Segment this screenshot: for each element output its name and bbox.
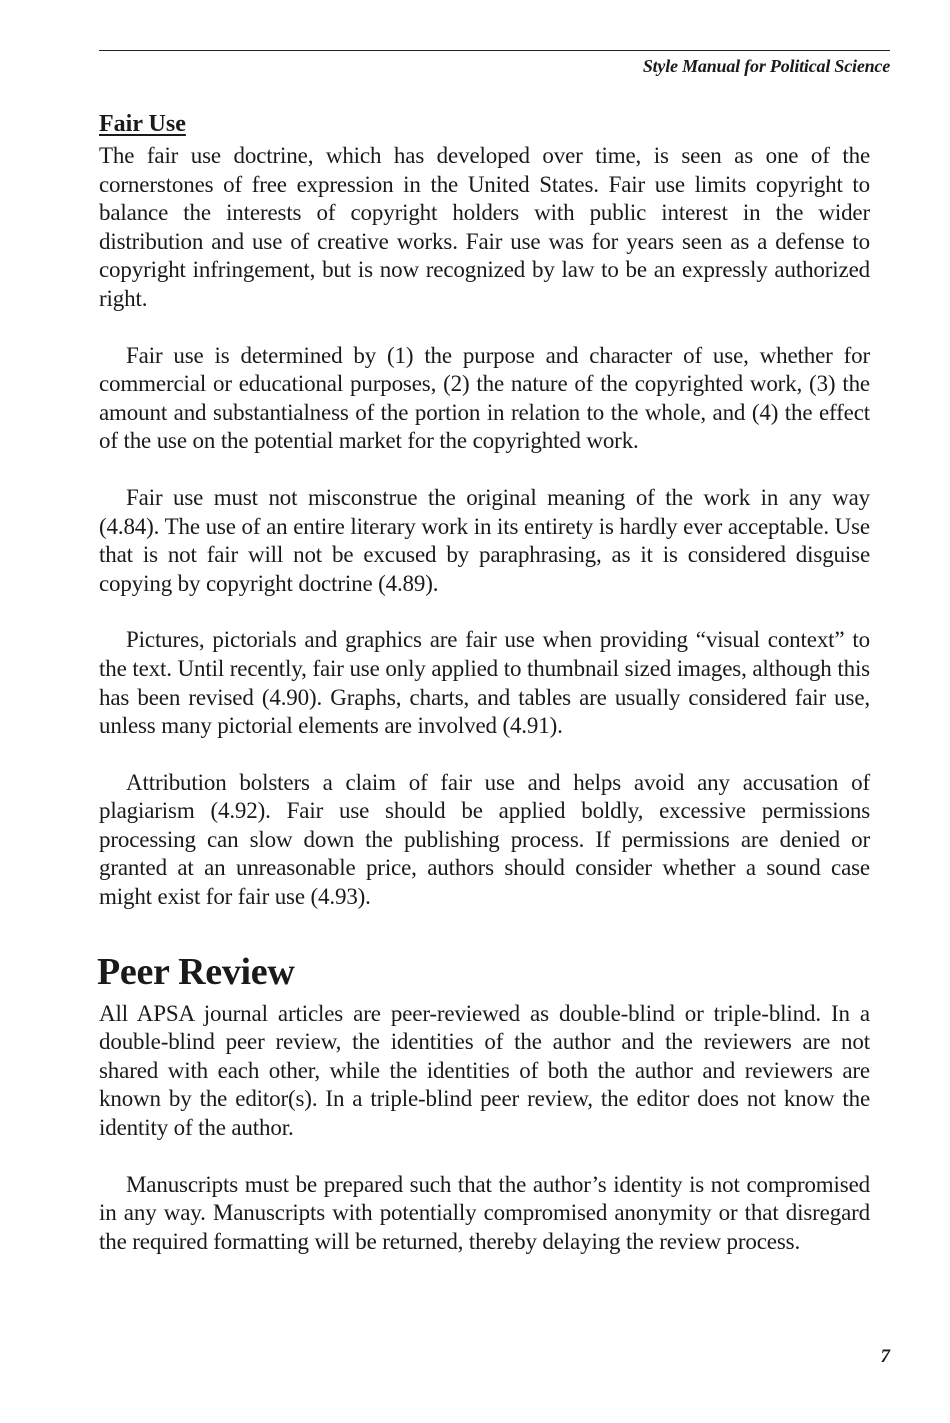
fair-use-paragraph-1: The fair use doctrine, which has developed over time, is seen as one of the cornerstones of free expression in the United States. Fair use limits copyright to balance the interests of copyright holders with public interest in the wider distribution and use of creative works. Fair use was for years seen as a defense to copyright infringement, but is now recognized by law to be an expressly authorized right. [99, 143, 870, 311]
peer-review-paragraph-2: Manuscripts must be prepared such that the author’s identity is not compromised in any way. Manuscripts with potentially compromised anonymity or that disregard the required formatting will be returned, thereby delaying the review process. [99, 1171, 870, 1254]
peer-review-heading: Peer Review [97, 950, 295, 993]
peer-review-paragraph-1: All APSA journal articles are peer-reviewed as double-blind or triple-blind. In a double-blind peer review, the identities of the author and the reviewers are not shared with each other, while the identities of both the author and reviewers are known by the editor(s). In a triple-blind peer review, the editor does not know the identity of the author. [99, 1000, 870, 1141]
fair-use-paragraph-3: Fair use must not misconstrue the original meaning of the work in any way (4.84). The use of an entire literary work in its entirety is hardly ever acceptable. Use that is not fair will not be excused by paraphrasing, as it is considered disguise copying by copyright doctrine (4.89). [99, 484, 870, 596]
page-number: 7 [880, 1346, 890, 1367]
running-head: Style Manual for Political Science [642, 56, 890, 76]
fair-use-heading: Fair Use [99, 111, 186, 137]
header-rule [99, 50, 890, 51]
fair-use-paragraph-2: Fair use is determined by (1) the purpose and character of use, whether for commercial or educational purposes, (2) the nature of the copyrighted work, (3) the amount and substantialness of the portion in relation to the whole, and (4) the effect of the use on the potential market for the copyrighted work. [99, 342, 870, 454]
fair-use-paragraph-5: Attribution bolsters a claim of fair use and helps avoid any accusation of plagiarism (4.92). Fair use should be applied boldly, excessive permissions processing can slow down the publishing process. If permissions are denied or granted at an unreasonable price, authors should consider whether a sound case might exist for fair use (4.93). [99, 769, 870, 910]
page-body [99, 108, 870, 1284]
fair-use-paragraph-4: Pictures, pictorials and graphics are fair use when providing “visual context” to the text. Until recently, fair use only applied to thumbnail sized images, although this has been revised (4.90). Graphs, charts, and tables are usually considered fair use, unless many pictorial elements are involved (4.91). [99, 627, 870, 739]
